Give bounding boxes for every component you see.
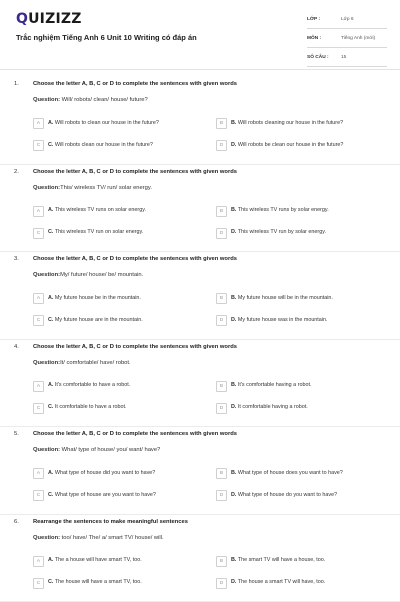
question-label: Question:	[33, 272, 60, 278]
option-prefix: A.	[48, 295, 53, 301]
option-prefix: C.	[48, 404, 53, 410]
option-prefix: C.	[48, 229, 53, 235]
option-letter-box: B	[216, 206, 227, 217]
option-text	[48, 557, 142, 563]
option-prefix: B.	[231, 382, 236, 388]
option-letter-box: A	[33, 293, 44, 304]
option-letter-box: D	[216, 490, 227, 501]
option-text	[231, 317, 328, 323]
question-text: This/ wireless TV/ run/ solar energy.	[60, 185, 152, 191]
question-number: 5.	[14, 431, 19, 437]
option-sentence: It's comfortable to have a robot.	[55, 382, 130, 388]
option-letter-box: A	[33, 118, 44, 129]
option-prefix: A.	[48, 557, 53, 563]
question-instruction: Choose the letter A, B, C or D to complete the sentences with given words	[33, 256, 237, 262]
option-prefix: A.	[48, 120, 53, 126]
option-sentence: What type of house are you want to have?	[55, 492, 156, 498]
option-text	[48, 492, 156, 498]
question-prompt	[33, 185, 152, 191]
option-sentence: The house will have a smart TV, too.	[55, 579, 142, 585]
option-text	[48, 317, 143, 323]
question-label: Question:	[33, 360, 60, 366]
info-label: LỚP :	[307, 17, 320, 22]
option-sentence: The house a smart TV will have, too.	[238, 579, 325, 585]
option-prefix: B.	[231, 207, 236, 213]
option-sentence: Will robots be clean our house in the future?	[238, 142, 343, 148]
option-letter-box: B	[216, 118, 227, 129]
option-letter-box: D	[216, 315, 227, 326]
option-prefix: D.	[231, 492, 236, 498]
question-number: 3.	[14, 256, 19, 262]
question-block	[0, 340, 400, 428]
option-sentence: It comfortable having a robot.	[238, 404, 308, 410]
option-letter-box: C	[33, 315, 44, 326]
option-prefix: B.	[231, 295, 236, 301]
option-text	[48, 295, 141, 301]
header-divider	[0, 69, 400, 70]
question-prompt	[33, 360, 131, 366]
option-sentence: My future house was in the mountain.	[238, 317, 328, 323]
option-letter-box: D	[216, 578, 227, 589]
question-text: What/ type of house/ you/ want/ have?	[60, 447, 160, 453]
option-prefix: A.	[48, 470, 53, 476]
info-label: MÔN :	[307, 36, 321, 41]
question-label: Question:	[33, 97, 60, 103]
option-letter-box: D	[216, 228, 227, 239]
option-text	[48, 579, 142, 585]
option-letter-box: C	[33, 403, 44, 414]
info-panel	[307, 14, 387, 71]
option-letter-box: B	[216, 556, 227, 567]
question-number: 1.	[14, 81, 19, 87]
option-prefix: B.	[231, 120, 236, 126]
option-letter-box: A	[33, 556, 44, 567]
option-text	[231, 579, 325, 585]
option-sentence: What type of house does you want to have?	[238, 470, 343, 476]
option-text	[231, 470, 343, 476]
option-letter-box: A	[33, 468, 44, 479]
option-text	[48, 229, 143, 235]
option-letter-box: A	[33, 206, 44, 217]
question-instruction: Choose the letter A, B, C or D to complete the sentences with given words	[33, 169, 237, 175]
question-text: It/ comfortable/ have/ robot.	[60, 360, 131, 366]
option-text	[231, 492, 337, 498]
option-sentence: The a house will have smart TV, too.	[55, 557, 142, 563]
option-prefix: C.	[48, 317, 53, 323]
option-letter-box: C	[33, 140, 44, 151]
question-instruction: Choose the letter A, B, C or D to complete the sentences with given words	[33, 344, 237, 350]
worksheet-header	[0, 0, 400, 66]
info-row-class	[307, 14, 387, 29]
info-row-subject	[307, 33, 387, 48]
option-prefix: C.	[48, 579, 53, 585]
option-sentence: This wireless TV runs by solar energy.	[238, 207, 329, 213]
option-text	[231, 207, 329, 213]
question-block	[0, 515, 400, 602]
option-sentence: My future house are in the mountain.	[55, 317, 143, 323]
option-text	[231, 404, 308, 410]
question-label: Question:	[33, 535, 60, 541]
option-prefix: B.	[231, 557, 236, 563]
option-text	[231, 229, 326, 235]
option-prefix: D.	[231, 579, 236, 585]
option-prefix: A.	[48, 207, 53, 213]
question-number: 6.	[14, 519, 19, 525]
option-letter-box: B	[216, 293, 227, 304]
option-sentence: What type of house did you want to have?	[55, 470, 155, 476]
option-letter-box: C	[33, 228, 44, 239]
option-prefix: C.	[48, 492, 53, 498]
option-sentence: Will robots to clean our house in the future?	[55, 120, 159, 126]
option-text	[48, 142, 153, 148]
info-value: Lớp 6	[341, 17, 353, 22]
option-sentence: It's comfortable having a robot.	[238, 382, 312, 388]
option-prefix: C.	[48, 142, 53, 148]
option-letter-box: B	[216, 381, 227, 392]
info-row-count	[307, 52, 387, 67]
question-list	[0, 77, 400, 602]
option-letter-box: A	[33, 381, 44, 392]
option-prefix: B.	[231, 470, 236, 476]
option-prefix: D.	[231, 229, 236, 235]
option-letter-box: D	[216, 140, 227, 151]
option-letter-box: B	[216, 468, 227, 479]
option-sentence: The smart TV will have a house, too.	[238, 557, 325, 563]
option-letter-box: D	[216, 403, 227, 414]
question-text: too/ have/ The/ a/ smart TV/ house/ will.	[60, 535, 164, 541]
question-number: 4.	[14, 344, 19, 350]
question-instruction: Rearrange the sentences to make meaningful sentences	[33, 519, 188, 525]
option-text	[48, 120, 159, 126]
question-text: My/ future/ house/ be/ mountain.	[60, 272, 143, 278]
question-text: Will/ robots/ clean/ house/ future?	[60, 97, 148, 103]
option-sentence: Will robots clean our house in the future?	[55, 142, 153, 148]
option-text	[48, 404, 127, 410]
option-text	[48, 382, 130, 388]
option-text	[231, 142, 343, 148]
option-sentence: It comfortable to have a robot.	[55, 404, 127, 410]
option-text	[231, 557, 325, 563]
option-sentence: My future house be in the mountain.	[55, 295, 141, 301]
question-prompt	[33, 97, 148, 103]
question-instruction: Choose the letter A, B, C or D to complete the sentences with given words	[33, 431, 237, 437]
option-letter-box: C	[33, 578, 44, 589]
info-value: Tiếng Anh (mới)	[341, 36, 375, 41]
question-block	[0, 252, 400, 340]
info-label: SỐ CÂU :	[307, 55, 329, 60]
option-prefix: D.	[231, 404, 236, 410]
worksheet-title: Trắc nghiệm Tiếng Anh 6 Unit 10 Writing có đáp án	[16, 33, 197, 42]
question-block	[0, 165, 400, 253]
option-sentence: My future house will be in the mountain.	[238, 295, 333, 301]
option-text	[231, 295, 333, 301]
question-number: 2.	[14, 169, 19, 175]
question-block	[0, 427, 400, 515]
option-text	[48, 470, 155, 476]
option-text	[231, 120, 343, 126]
question-instruction: Choose the letter A, B, C or D to complete the sentences with given words	[33, 81, 237, 87]
option-prefix: D.	[231, 317, 236, 323]
logo-q-letter: Q	[16, 11, 28, 27]
option-sentence: Will robots cleaning our house in the future?	[238, 120, 343, 126]
question-label: Question:	[33, 447, 60, 453]
option-prefix: A.	[48, 382, 53, 388]
info-value: 15	[341, 55, 346, 60]
option-sentence: This wireless TV run on solar energy.	[55, 229, 143, 235]
question-prompt	[33, 447, 160, 453]
option-letter-box: C	[33, 490, 44, 501]
question-prompt	[33, 535, 164, 541]
option-text	[231, 382, 311, 388]
option-prefix: D.	[231, 142, 236, 148]
option-sentence: What type of house do you want to have?	[238, 492, 337, 498]
question-prompt	[33, 272, 143, 278]
question-block	[0, 77, 400, 165]
logo-text: UIZIZZ	[28, 11, 81, 27]
question-label: Question:	[33, 185, 60, 191]
option-sentence: This wireless TV run by solar energy.	[238, 229, 326, 235]
option-sentence: This wireless TV runs on solar energy.	[55, 207, 146, 213]
quizizz-logo	[16, 11, 82, 27]
option-text	[48, 207, 146, 213]
